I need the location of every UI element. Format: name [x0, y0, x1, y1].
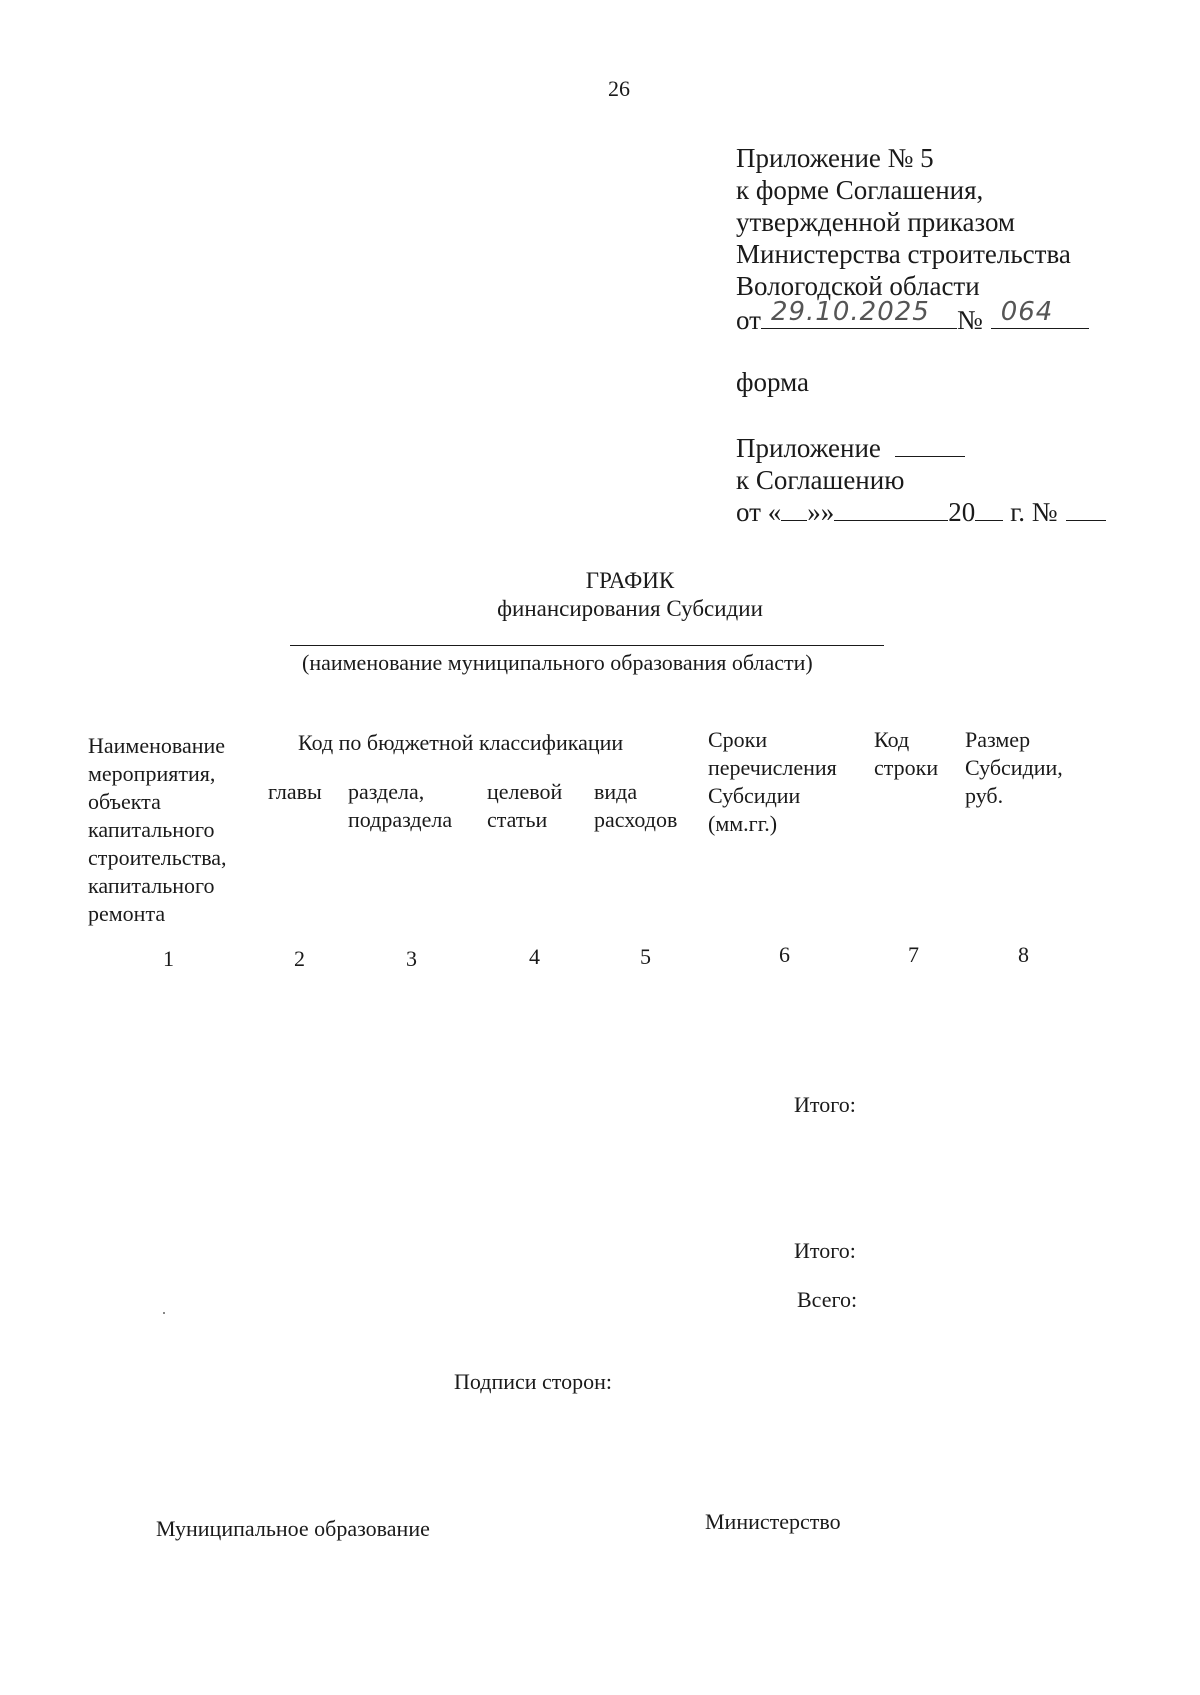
- header-col-8-line: руб.: [965, 783, 1004, 808]
- header-budget-group: Код по бюджетной классификации: [298, 730, 624, 755]
- column-number-2: 2: [294, 946, 305, 971]
- header-col-6-line: Субсидии: [708, 783, 801, 808]
- header-col-8-line: Размер: [965, 727, 1031, 752]
- header-col-7-line: Код: [874, 727, 910, 752]
- header-col-5-line: вида: [594, 779, 638, 804]
- header-col-1-line: строительства,: [88, 845, 227, 870]
- handwritten-number: 064: [1000, 297, 1054, 327]
- quote-close: »»: [807, 497, 835, 527]
- header-col-3-line: раздела,: [348, 779, 425, 804]
- header-col-1-line: мероприятия,: [88, 761, 216, 786]
- appendix-date-line: [736, 297, 1089, 336]
- form-label: форма: [736, 367, 809, 397]
- page-number: 26: [608, 76, 630, 101]
- appendix-line-3: утвержденной приказом: [736, 207, 1016, 237]
- agreement-from: от «: [736, 497, 782, 527]
- header-col-4: [487, 778, 562, 834]
- scan-speck: [163, 1312, 165, 1314]
- header-col-8-line: Субсидии,: [965, 755, 1063, 780]
- document-title: ГРАФИК: [585, 568, 675, 593]
- day-blank: [781, 498, 807, 521]
- column-number-5: 5: [640, 944, 651, 969]
- signature-party-ministry: Министерство: [705, 1509, 841, 1534]
- grand-total-label: Всего:: [797, 1287, 858, 1312]
- handwritten-date: 29.10.2025: [770, 297, 930, 327]
- municipality-name-caption: (наименование муниципального образования области): [302, 650, 813, 675]
- month-blank: [834, 498, 948, 521]
- column-number-8: 8: [1018, 942, 1029, 967]
- year-suffix: г. №: [1010, 497, 1058, 527]
- column-number-1: 1: [163, 946, 174, 971]
- date-prefix: от: [736, 305, 761, 335]
- agreement-number-blank: [1066, 498, 1106, 521]
- header-col-1-line: Наименование: [88, 733, 226, 758]
- header-col-3: [348, 778, 452, 834]
- header-col-2-line: главы: [268, 779, 322, 804]
- header-col-2: [268, 778, 322, 806]
- header-col-8: [965, 726, 1063, 810]
- header-col-7-line: строки: [874, 755, 939, 780]
- subtotal-label-2: Итого:: [794, 1238, 856, 1263]
- header-col-5-line: расходов: [594, 807, 678, 832]
- agreement-line-1: [736, 432, 1106, 464]
- header-col-7: [874, 726, 938, 782]
- header-col-6-line: (мм.гг.): [708, 811, 778, 836]
- date-blank: [761, 297, 957, 329]
- subtotal-label-1: Итого:: [794, 1092, 856, 1117]
- document-subtitle: финансирования Субсидии: [497, 596, 763, 621]
- agreement-appendix-label: Приложение: [736, 433, 881, 463]
- header-col-4-line: целевой: [487, 779, 563, 804]
- agreement-line-3: [736, 496, 1106, 528]
- agreement-line-2: к Соглашению: [736, 465, 905, 495]
- municipality-name-line: [290, 645, 884, 646]
- header-col-3-line: подраздела: [348, 807, 453, 832]
- number-sign: №: [956, 305, 983, 335]
- header-col-5: [594, 778, 677, 834]
- header-col-6: [708, 726, 837, 838]
- appendix-number-blank: [895, 434, 965, 457]
- header-col-1-line: капитального: [88, 873, 215, 898]
- year-prefix: 20: [948, 497, 976, 527]
- appendix-block: [736, 142, 1089, 336]
- appendix-line-1: Приложение № 5: [736, 143, 934, 173]
- signatures-title: Подписи сторон:: [454, 1369, 613, 1394]
- signature-party-municipality: Муниципальное образование: [156, 1516, 430, 1541]
- header-col-1-line: ремонта: [88, 901, 166, 926]
- agreement-block: [736, 432, 1106, 528]
- header-col-6-line: перечисления: [708, 755, 837, 780]
- appendix-line-2: к форме Соглашения,: [736, 175, 984, 205]
- header-col-1-line: капитального: [88, 817, 215, 842]
- column-number-6: 6: [779, 942, 790, 967]
- header-col-1: [88, 732, 227, 928]
- column-number-3: 3: [406, 946, 417, 971]
- header-col-4-line: статьи: [487, 807, 548, 832]
- appendix-line-4: Министерства строительства: [736, 239, 1071, 269]
- header-col-6-line: Сроки: [708, 727, 768, 752]
- header-col-1-line: объекта: [88, 789, 161, 814]
- number-blank: [991, 297, 1089, 329]
- column-number-4: 4: [529, 944, 540, 969]
- appendix-line-5: Вологодской области: [736, 271, 980, 301]
- year-blank: [975, 498, 1003, 521]
- column-number-7: 7: [908, 942, 919, 967]
